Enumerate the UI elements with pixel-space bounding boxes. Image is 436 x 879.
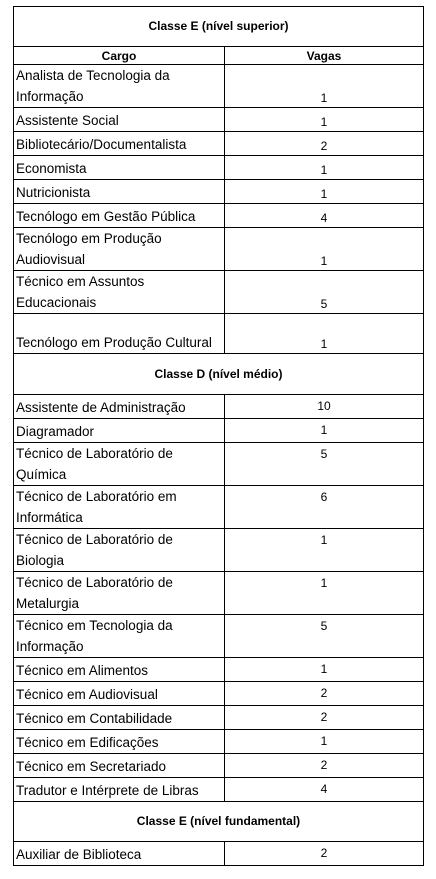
cargo-cell: Bibliotecário/Documentalista [14, 132, 225, 156]
table-row [14, 156, 424, 180]
table-row [14, 706, 424, 730]
table-row [14, 443, 424, 486]
cargo-cell: Assistente Social [14, 108, 225, 132]
vagas-cell: 10 [225, 395, 424, 419]
vacancies-table [13, 6, 424, 866]
cargo-cell: Assistente de Administração [14, 395, 225, 419]
vagas-cell: 1 [225, 529, 424, 572]
vagas-cell: 5 [225, 615, 424, 658]
cargo-cell: Diagramador [14, 419, 225, 443]
table-row [14, 615, 424, 658]
cargo-cell: Nutricionista [14, 180, 225, 204]
table-row [14, 395, 424, 419]
section-header [14, 354, 424, 395]
vagas-cell: 1 [225, 180, 424, 204]
cargo-cell: Economista [14, 156, 225, 180]
cargo-cell: Tecnólogo em Gestão Pública [14, 204, 225, 228]
vagas-cell: 1 [225, 156, 424, 180]
vagas-cell: 5 [225, 443, 424, 486]
vagas-cell: 1 [225, 228, 424, 271]
section-header [14, 802, 424, 842]
vagas-cell: 1 [225, 108, 424, 132]
cargo-cell: Técnico em Edificações [14, 730, 225, 754]
vagas-cell: 2 [225, 706, 424, 730]
table-row [14, 419, 424, 443]
vagas-cell: 6 [225, 486, 424, 529]
vagas-cell: 1 [225, 730, 424, 754]
section-title: Classe E (nível superior) [14, 7, 424, 47]
cargo-cell: Técnico em Contabilidade [14, 706, 225, 730]
vagas-cell: 1 [225, 419, 424, 443]
table-row [14, 658, 424, 682]
vagas-cell: 4 [225, 204, 424, 228]
table-row [14, 132, 424, 156]
table-row [14, 572, 424, 615]
table-row [14, 314, 424, 354]
cargo-cell: Técnico de Laboratório em Informática [14, 486, 225, 529]
table-row [14, 682, 424, 706]
section-title: Classe E (nível fundamental) [14, 802, 424, 842]
cargo-cell: Técnico em Tecnologia da Informação [14, 615, 225, 658]
table-row [14, 730, 424, 754]
table-row [14, 180, 424, 204]
cargo-cell: Técnico em Audiovisual [14, 682, 225, 706]
column-header-vagas: Vagas [225, 47, 424, 65]
vagas-cell: 2 [225, 132, 424, 156]
vagas-cell: 2 [225, 682, 424, 706]
table-row [14, 271, 424, 314]
vagas-cell: 1 [225, 65, 424, 108]
table-row [14, 486, 424, 529]
vagas-cell: 2 [225, 842, 424, 866]
table-row [14, 778, 424, 802]
table-row [14, 65, 424, 108]
table-row [14, 842, 424, 866]
vagas-cell: 1 [225, 314, 424, 354]
cargo-cell: Tradutor e Intérprete de Libras [14, 778, 225, 802]
cargo-cell: Técnico em Alimentos [14, 658, 225, 682]
vagas-cell: 2 [225, 754, 424, 778]
table-row [14, 204, 424, 228]
section-title: Classe D (nível médio) [14, 354, 424, 395]
table-row [14, 228, 424, 271]
vagas-cell: 1 [225, 572, 424, 615]
table-row [14, 529, 424, 572]
table-row [14, 108, 424, 132]
cargo-cell: Auxiliar de Biblioteca [14, 842, 225, 866]
cargo-cell: Tecnólogo em Produção Audiovisual [14, 228, 225, 271]
table-row [14, 754, 424, 778]
cargo-cell: Analista de Tecnologia da Informação [14, 65, 225, 108]
cargo-cell: Técnico de Laboratório de Química [14, 443, 225, 486]
cargo-cell: Técnico em Assuntos Educacionais [14, 271, 225, 314]
cargo-cell: Tecnólogo em Produção Cultural [14, 314, 225, 354]
vagas-cell: 4 [225, 778, 424, 802]
section-header [14, 7, 424, 47]
cargo-cell: Técnico de Laboratório de Metalurgia [14, 572, 225, 615]
vagas-cell: 5 [225, 271, 424, 314]
column-header-cargo: Cargo [14, 47, 225, 65]
cargo-cell: Técnico de Laboratório de Biologia [14, 529, 225, 572]
cargo-cell: Técnico em Secretariado [14, 754, 225, 778]
column-headers [14, 47, 424, 65]
vagas-cell: 1 [225, 658, 424, 682]
